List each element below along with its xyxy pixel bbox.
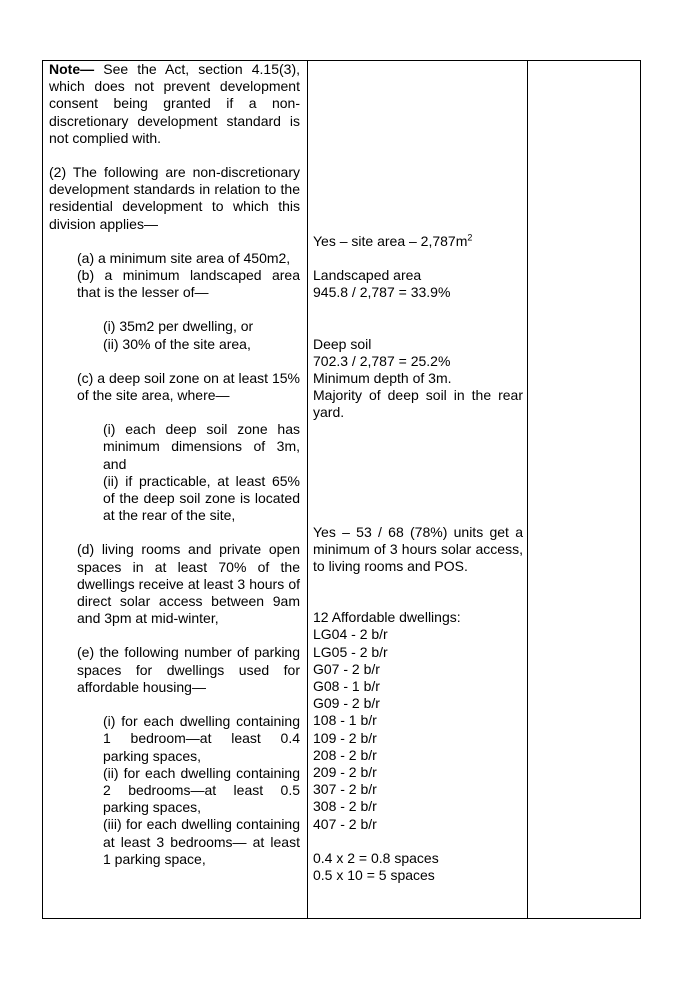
clause-a: (a) a minimum site area of 450m2, xyxy=(77,249,291,266)
landscaped-calc: 945.8 / 2,787 = 33.9% xyxy=(313,284,451,301)
note-label: Note— xyxy=(49,61,95,77)
standards-column xyxy=(49,61,300,868)
clause-b-i: (i) 35m2 per dwelling, or xyxy=(103,318,254,335)
landscaped-label: Landscaped area xyxy=(313,267,422,284)
clause-b: (b) a minimum landscaped area that is the lesser of— xyxy=(77,267,300,301)
compliance-table xyxy=(42,60,641,919)
dwelling-list xyxy=(313,626,523,832)
clause-e-ii: (ii) for each dwelling containing 2 bedrooms—at least 0.5 parking spaces, xyxy=(103,764,300,816)
dwelling-item: G07 - 2 b/r xyxy=(313,660,380,677)
affordable-label: 12 Affordable dwellings: xyxy=(313,609,461,626)
dwelling-item: 308 - 2 b/r xyxy=(313,798,377,815)
dwelling-item: G08 - 1 b/r xyxy=(313,678,380,695)
dwelling-item: 209 - 2 b/r xyxy=(313,764,377,781)
clause-e-iii: (iii) for each dwelling containing at least 3 bedrooms— at least 1 parking space, xyxy=(103,816,300,867)
deep-soil-calc: 702.3 / 2,787 = 25.2% xyxy=(313,352,451,369)
dwelling-item: 109 - 2 b/r xyxy=(313,729,377,746)
deep-soil-depth: Minimum depth of 3m. xyxy=(313,370,452,387)
site-area-response: Yes – site area – $2,787m^2$ xyxy=(313,232,473,249)
column-divider xyxy=(527,61,528,918)
dwelling-item: G09 - 2 b/r xyxy=(313,695,380,712)
solar-response: Yes – 53 / 68 (78%) units get a minimum of 3 hours solar access, to living rooms and POS. xyxy=(313,523,523,575)
dwelling-item: 208 - 2 b/r xyxy=(313,746,377,763)
deep-soil-rear: Majority of deep soil in the rear yard. xyxy=(313,387,523,421)
note-text: See the Act, section 4.15(3), which does not prevent development consent being granted if a non-discretionary development standard is not complied with. xyxy=(49,61,300,146)
intro-paragraph: (2) The following are non-discretionary development standards in relation to the residential development to which this division applies— xyxy=(49,164,300,232)
clause-e: (e) the following number of parking spaces for dwellings used for affordable housing— xyxy=(77,644,300,695)
clause-d: (d) living rooms and private open spaces in at least 70% of the dwellings receive at least 3 hours of direct solar access between 9am and 3pm at mid-winter, xyxy=(77,541,300,627)
dwelling-item: LG04 - 2 b/r xyxy=(313,626,388,643)
note-paragraph xyxy=(49,61,300,147)
deep-soil-label: Deep soil xyxy=(313,335,372,352)
clause-c-ii: (ii) if practicable, at least 65% of the deep soil zone is located at the rear of the site, xyxy=(103,472,300,524)
dwelling-item: 307 - 2 b/r xyxy=(313,781,377,798)
clause-c: (c) a deep soil zone on at least 15% of the site area, where— xyxy=(77,369,300,404)
parking-calc-2: 0.5 x 10 = 5 spaces xyxy=(313,867,435,884)
parking-calc-1: 0.4 x 2 = 0.8 spaces xyxy=(313,849,439,866)
column-divider xyxy=(307,61,308,918)
dwelling-item: 108 - 1 b/r xyxy=(313,712,377,729)
response-column xyxy=(313,233,523,884)
dwelling-item: 407 - 2 b/r xyxy=(313,815,377,832)
dwelling-item: LG05 - 2 b/r xyxy=(313,643,388,660)
clause-e-i: (i) for each dwelling containing 1 bedroom—at least 0.4 parking spaces, xyxy=(103,713,300,764)
clause-c-i: (i) each deep soil zone has minimum dimensions of 3m, and xyxy=(103,421,300,472)
clause-b-ii: (ii) 30% of the site area, xyxy=(103,335,251,352)
